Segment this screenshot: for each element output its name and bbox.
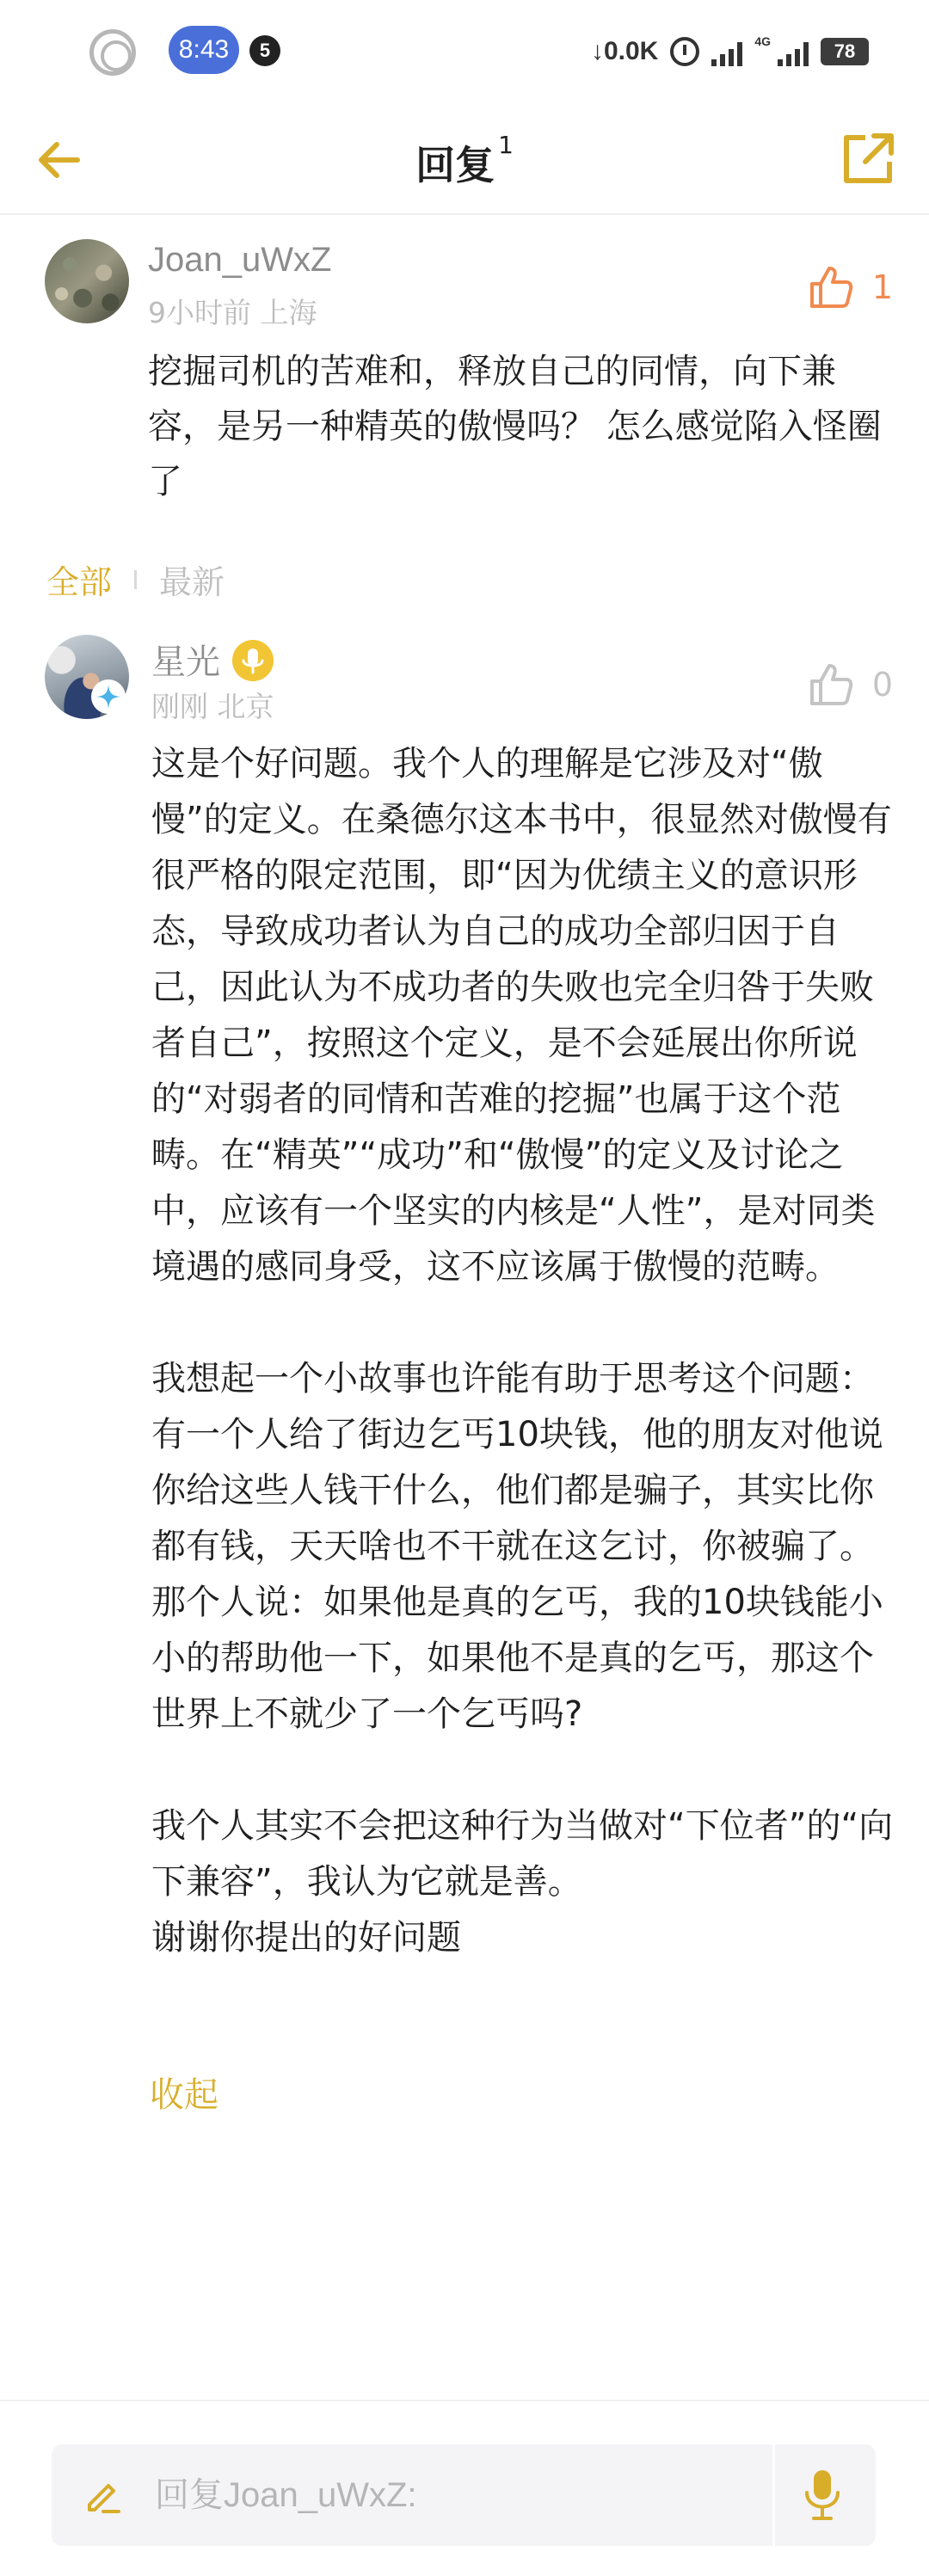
net-speed-value: 0.0K	[603, 37, 659, 65]
thumbs-up-icon	[809, 265, 853, 310]
paragraph-gap	[151, 1743, 895, 1798]
status-circle-icon	[89, 29, 136, 76]
header	[0, 103, 929, 215]
paragraph-gap	[151, 1295, 895, 1351]
status-time: 8:43	[169, 26, 239, 74]
page-title-text: 回复	[415, 142, 495, 188]
reply-like-count: 0	[871, 666, 893, 704]
main-comment-username[interactable]: Joan_uWxZ	[148, 241, 332, 279]
network-type: 4G	[754, 34, 771, 48]
microphone-icon[interactable]	[803, 2468, 841, 2522]
reply-like-button[interactable]	[809, 662, 893, 707]
reply-input[interactable]	[155, 2444, 740, 2546]
mic-divider	[772, 2444, 775, 2546]
reply-text	[151, 736, 895, 1966]
share-icon[interactable]	[840, 131, 896, 188]
download-arrow-icon: ↓	[590, 37, 604, 65]
reply-paragraph: 我想起一个小故事也许能有助于思考这个问题：有一个人给了街边乞丐10块钱，他的朋友对他说你给这些人钱干什么，他们都是骗子，其实比你都有钱，天天啥也不干就在这乞讨，你被骗了。那个人说：如果他是真的乞丐，我的10块钱能小小的帮助他一下，如果他不是真的乞丐，那这个世界上不就少了一个乞丐吗?	[151, 1359, 883, 1734]
reply-count-sup: 1	[498, 131, 514, 159]
star-badge-icon	[91, 679, 126, 714]
signal-icon	[711, 37, 742, 66]
main-comment-text: 挖掘司机的苦难和，释放自己的同情，向下兼容，是另一种精英的傲慢吗？ 怎么感觉陷入怪圈了	[148, 352, 882, 501]
sort-tabs	[46, 556, 225, 603]
collapse-link[interactable]: 收起	[150, 2075, 218, 2115]
main-comment-meta: 9小时前 上海	[148, 296, 317, 329]
battery-indicator: 78	[821, 38, 869, 65]
voice-badge-icon	[232, 640, 274, 681]
notification-count-badge: 5	[249, 35, 280, 66]
tab-divider	[134, 570, 137, 589]
alarm-icon	[670, 37, 699, 66]
status-indicators	[591, 33, 869, 71]
reply-paragraph: 谢谢你提出的好问题	[151, 1918, 461, 1958]
reply-username[interactable]: 星光	[151, 642, 220, 682]
pencil-icon	[81, 2475, 122, 2517]
net-speed	[591, 37, 658, 66]
main-like-button[interactable]	[809, 265, 893, 310]
avatar-main[interactable]	[45, 239, 129, 323]
signal-icon-2	[778, 37, 809, 66]
tab-all[interactable]: 全部	[46, 563, 113, 601]
reply-paragraph: 我个人其实不会把这种行为当做对“下位者”的“向下兼容”，我认为它就是善。	[151, 1806, 894, 1902]
page-title	[0, 131, 929, 191]
main-like-count: 1	[871, 268, 893, 306]
thumbs-up-icon	[809, 662, 853, 707]
reply-input-bar	[52, 2444, 876, 2546]
status-bar	[0, 0, 929, 103]
reply-paragraph: 这是个好问题。我个人的理解是它涉及对“傲慢”的定义。在桑德尔这本书中，很显然对傲慢有很严格的限定范围，即“因为优绩主义的意识形态，导致成功者认为自己的成功全部归因于自己，因此认为不成功者的失败也完全归咎于失败者自己”，按照这个定义，是不会延展出你所说的“对弱者的同情和苦难的挖掘”也属于这个范畴。在“精英”“成功”和“傲慢”的定义及讨论之中，应该有一个坚实的内核是“人性”，是对同类境遇的感同身受，这不应该属于傲慢的范畴。	[151, 744, 892, 1287]
bottom-divider	[0, 2400, 929, 2401]
tab-latest[interactable]: 最新	[159, 563, 225, 601]
reply-meta: 刚刚 北京	[151, 690, 274, 723]
